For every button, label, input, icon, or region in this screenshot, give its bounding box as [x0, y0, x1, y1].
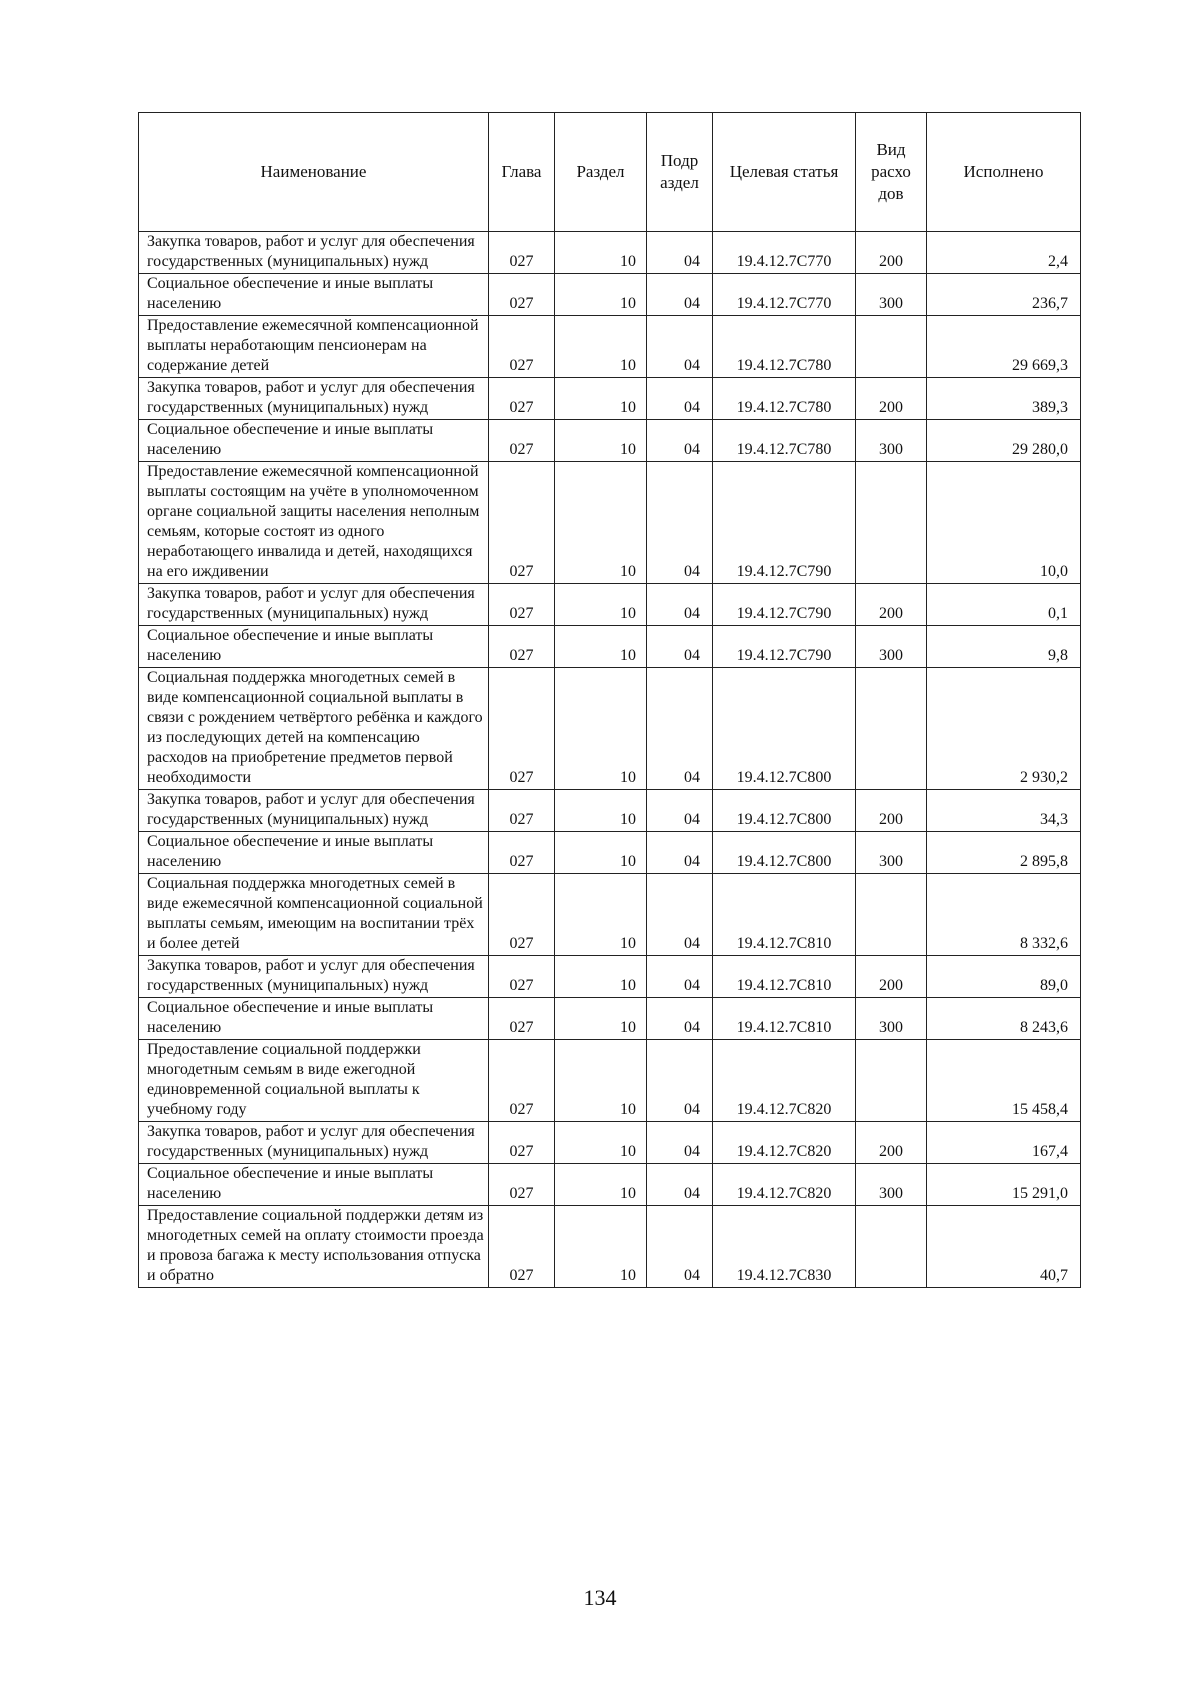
cell-expense-type [856, 1206, 927, 1288]
cell-section: 10 [555, 316, 647, 378]
cell-article: 19.4.12.7С810 [713, 874, 856, 956]
table-row [139, 626, 1081, 668]
cell-section: 10 [555, 232, 647, 274]
cell-executed: 34,3 [927, 790, 1081, 832]
cell-expense-type [856, 316, 927, 378]
cell-section: 10 [555, 1164, 647, 1206]
cell-name: Закупка товаров, работ и услуг для обеспечения государственных (муниципальных) нужд [139, 790, 489, 832]
cell-name: Социальное обеспечение и иные выплаты населению [139, 998, 489, 1040]
table-row [139, 378, 1081, 420]
table-row [139, 668, 1081, 790]
header-article: Целевая статья [713, 113, 856, 232]
cell-chapter: 027 [489, 790, 555, 832]
cell-article: 19.4.12.7С780 [713, 378, 856, 420]
header-section: Раздел [555, 113, 647, 232]
cell-name: Социальное обеспечение и иные выплаты населению [139, 420, 489, 462]
cell-section: 10 [555, 462, 647, 584]
cell-subsection: 04 [647, 378, 713, 420]
table-row [139, 1206, 1081, 1288]
cell-article: 19.4.12.7С780 [713, 420, 856, 462]
cell-expense-type [856, 1040, 927, 1122]
cell-subsection: 04 [647, 274, 713, 316]
cell-article: 19.4.12.7С780 [713, 316, 856, 378]
cell-executed: 2,4 [927, 232, 1081, 274]
page-number: 134 [583, 1585, 617, 1610]
cell-executed: 0,1 [927, 584, 1081, 626]
cell-name: Предоставление социальной поддержки многодетным семьям в виде ежегодной единовременной социальной выплаты к учебному году [139, 1040, 489, 1122]
cell-article: 19.4.12.7С820 [713, 1164, 856, 1206]
table-row [139, 316, 1081, 378]
cell-article: 19.4.12.7С800 [713, 668, 856, 790]
cell-section: 10 [555, 956, 647, 998]
table-row [139, 998, 1081, 1040]
cell-article: 19.4.12.7С770 [713, 232, 856, 274]
cell-subsection: 04 [647, 584, 713, 626]
cell-chapter: 027 [489, 1164, 555, 1206]
cell-chapter: 027 [489, 668, 555, 790]
cell-executed: 8 243,6 [927, 998, 1081, 1040]
cell-chapter: 027 [489, 1206, 555, 1288]
cell-expense-type: 200 [856, 956, 927, 998]
cell-expense-type: 300 [856, 274, 927, 316]
cell-name: Закупка товаров, работ и услуг для обеспечения государственных (муниципальных) нужд [139, 1122, 489, 1164]
header-executed: Исполнено [927, 113, 1081, 232]
cell-chapter: 027 [489, 626, 555, 668]
cell-section: 10 [555, 874, 647, 956]
header-name: Наименование [139, 113, 489, 232]
table-row [139, 832, 1081, 874]
cell-name: Закупка товаров, работ и услуг для обеспечения государственных (муниципальных) нужд [139, 378, 489, 420]
cell-executed: 29 669,3 [927, 316, 1081, 378]
cell-subsection: 04 [647, 316, 713, 378]
table-header-row [139, 113, 1081, 232]
cell-article: 19.4.12.7С770 [713, 274, 856, 316]
cell-chapter: 027 [489, 462, 555, 584]
cell-name: Социальная поддержка многодетных семей в виде компенсационной социальной выплаты в связи с рождением четвёртого ребёнка и каждого из последующих детей на компенсацию расходов на приобретение предметов первой необходимости [139, 668, 489, 790]
cell-chapter: 027 [489, 274, 555, 316]
table-row [139, 420, 1081, 462]
cell-expense-type: 200 [856, 378, 927, 420]
cell-expense-type: 200 [856, 584, 927, 626]
cell-chapter: 027 [489, 832, 555, 874]
cell-article: 19.4.12.7С800 [713, 790, 856, 832]
cell-executed: 167,4 [927, 1122, 1081, 1164]
cell-executed: 236,7 [927, 274, 1081, 316]
table-row [139, 1164, 1081, 1206]
cell-name: Социальное обеспечение и иные выплаты населению [139, 626, 489, 668]
cell-section: 10 [555, 998, 647, 1040]
cell-subsection: 04 [647, 1040, 713, 1122]
table-row [139, 1040, 1081, 1122]
header-chapter: Глава [489, 113, 555, 232]
cell-subsection: 04 [647, 462, 713, 584]
table-row [139, 462, 1081, 584]
cell-executed: 2 895,8 [927, 832, 1081, 874]
cell-executed: 40,7 [927, 1206, 1081, 1288]
cell-section: 10 [555, 832, 647, 874]
cell-article: 19.4.12.7С810 [713, 998, 856, 1040]
cell-article: 19.4.12.7С790 [713, 584, 856, 626]
cell-subsection: 04 [647, 232, 713, 274]
cell-section: 10 [555, 274, 647, 316]
cell-subsection: 04 [647, 874, 713, 956]
cell-subsection: 04 [647, 832, 713, 874]
cell-chapter: 027 [489, 378, 555, 420]
cell-expense-type [856, 874, 927, 956]
cell-article: 19.4.12.7С830 [713, 1206, 856, 1288]
cell-executed: 89,0 [927, 956, 1081, 998]
cell-chapter: 027 [489, 584, 555, 626]
cell-subsection: 04 [647, 790, 713, 832]
cell-section: 10 [555, 668, 647, 790]
cell-article: 19.4.12.7С790 [713, 626, 856, 668]
cell-name: Социальное обеспечение и иные выплаты населению [139, 832, 489, 874]
cell-subsection: 04 [647, 420, 713, 462]
cell-section: 10 [555, 1122, 647, 1164]
cell-article: 19.4.12.7С790 [713, 462, 856, 584]
cell-name: Предоставление социальной поддержки детям из многодетных семей на оплату стоимости проезда и провоза багажа к месту использования отпуска и обратно [139, 1206, 489, 1288]
header-expense-type: Вид расхо дов [856, 113, 927, 232]
cell-executed: 15 291,0 [927, 1164, 1081, 1206]
cell-subsection: 04 [647, 998, 713, 1040]
table-row [139, 956, 1081, 998]
cell-expense-type [856, 462, 927, 584]
cell-chapter: 027 [489, 316, 555, 378]
cell-section: 10 [555, 1040, 647, 1122]
cell-executed: 10,0 [927, 462, 1081, 584]
cell-section: 10 [555, 790, 647, 832]
cell-chapter: 027 [489, 998, 555, 1040]
header-subsection: Подр аздел [647, 113, 713, 232]
cell-expense-type: 300 [856, 626, 927, 668]
cell-expense-type: 300 [856, 1164, 927, 1206]
cell-name: Закупка товаров, работ и услуг для обеспечения государственных (муниципальных) нужд [139, 584, 489, 626]
table-row [139, 274, 1081, 316]
cell-expense-type: 200 [856, 790, 927, 832]
cell-section: 10 [555, 420, 647, 462]
cell-article: 19.4.12.7С820 [713, 1040, 856, 1122]
cell-chapter: 027 [489, 1040, 555, 1122]
cell-executed: 29 280,0 [927, 420, 1081, 462]
cell-article: 19.4.12.7С810 [713, 956, 856, 998]
cell-name: Закупка товаров, работ и услуг для обеспечения государственных (муниципальных) нужд [139, 232, 489, 274]
cell-name: Социальное обеспечение и иные выплаты населению [139, 1164, 489, 1206]
table-row [139, 790, 1081, 832]
cell-subsection: 04 [647, 668, 713, 790]
cell-expense-type: 200 [856, 232, 927, 274]
cell-executed: 389,3 [927, 378, 1081, 420]
cell-chapter: 027 [489, 232, 555, 274]
cell-chapter: 027 [489, 956, 555, 998]
cell-article: 19.4.12.7С800 [713, 832, 856, 874]
table-row [139, 1122, 1081, 1164]
cell-executed: 9,8 [927, 626, 1081, 668]
cell-expense-type: 200 [856, 1122, 927, 1164]
cell-name: Социальное обеспечение и иные выплаты населению [139, 274, 489, 316]
cell-expense-type: 300 [856, 420, 927, 462]
cell-subsection: 04 [647, 1122, 713, 1164]
cell-subsection: 04 [647, 1164, 713, 1206]
cell-chapter: 027 [489, 874, 555, 956]
cell-name: Предоставление ежемесячной компенсационной выплаты неработающим пенсионерам на содержание детей [139, 316, 489, 378]
cell-subsection: 04 [647, 626, 713, 668]
cell-article: 19.4.12.7С820 [713, 1122, 856, 1164]
cell-subsection: 04 [647, 956, 713, 998]
table-row [139, 584, 1081, 626]
cell-executed: 8 332,6 [927, 874, 1081, 956]
cell-executed: 2 930,2 [927, 668, 1081, 790]
budget-table [138, 112, 1081, 1288]
cell-section: 10 [555, 1206, 647, 1288]
cell-expense-type: 300 [856, 998, 927, 1040]
cell-expense-type: 300 [856, 832, 927, 874]
cell-name: Предоставление ежемесячной компенсационной выплаты состоящим на учёте в уполномоченном органе социальной защиты населения неполным семьям, которые состоят из одного неработающего инвалида и детей, находящихся на его иждивении [139, 462, 489, 584]
cell-section: 10 [555, 378, 647, 420]
table-row [139, 232, 1081, 274]
cell-section: 10 [555, 584, 647, 626]
cell-chapter: 027 [489, 420, 555, 462]
cell-subsection: 04 [647, 1206, 713, 1288]
cell-name: Закупка товаров, работ и услуг для обеспечения государственных (муниципальных) нужд [139, 956, 489, 998]
cell-expense-type [856, 668, 927, 790]
cell-executed: 15 458,4 [927, 1040, 1081, 1122]
cell-name: Социальная поддержка многодетных семей в виде ежемесячной компенсационной социальной выплаты семьям, имеющим на воспитании трёх и более детей [139, 874, 489, 956]
cell-chapter: 027 [489, 1122, 555, 1164]
cell-section: 10 [555, 626, 647, 668]
table-row [139, 874, 1081, 956]
